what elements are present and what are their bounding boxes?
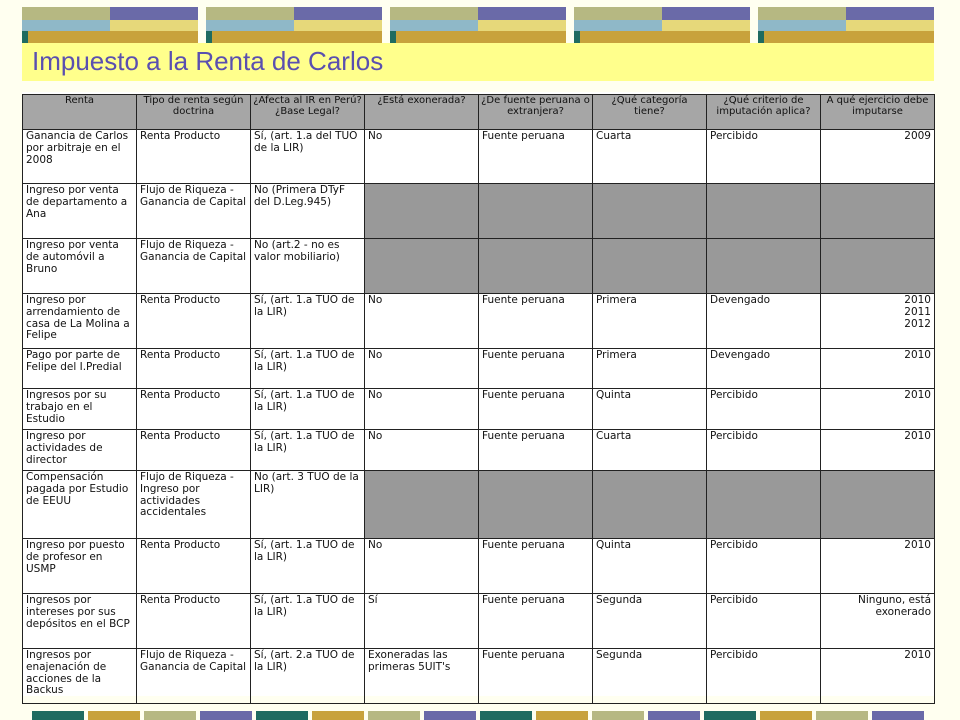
decor-block [256, 711, 308, 720]
decor-block [312, 711, 364, 720]
table-cell: Sí, (art. 1.a del TUO de la LIR) [251, 130, 365, 184]
table-cell: Percibido [707, 649, 821, 704]
table-cell: No (art. 3 TUO de la LIR) [251, 471, 365, 539]
table-cell: Quinta [593, 539, 707, 594]
decor-block [144, 711, 196, 720]
decor-block [32, 711, 84, 720]
table-cell: Ingreso por arrendamiento de casa de La Molina a Felipe [23, 294, 137, 349]
table-cell [479, 239, 593, 294]
table-row [23, 594, 935, 649]
decor-block [536, 711, 588, 720]
table-cell: Sí, (art. 1.a TUO de la LIR) [251, 539, 365, 594]
page-title: Impuesto a la Renta de Carlos [32, 46, 384, 76]
table-cell: Pago por parte de Felipe del I.Predial [23, 349, 137, 389]
decor-block [872, 711, 924, 720]
table-cell [707, 471, 821, 539]
table-cell [479, 184, 593, 239]
decor-block [592, 711, 644, 720]
table-cell: Quinta [593, 389, 707, 430]
table-cell: Sí [365, 594, 479, 649]
table-row [23, 294, 935, 349]
table-cell: Exoneradas las primeras 5UIT's [365, 649, 479, 704]
table-row [23, 130, 935, 184]
column-header: A qué ejercicio debe imputarse [821, 95, 935, 130]
table-cell: Percibido [707, 389, 821, 430]
decor-block [424, 711, 476, 720]
table-cell: Flujo de Riqueza - Ganancia de Capital [137, 184, 251, 239]
column-header: ¿De fuente peruana o extranjera? [479, 95, 593, 130]
table-cell: Flujo de Riqueza - Ganancia de Capital [137, 649, 251, 704]
table-cell: Sí, (art. 2.a TUO de la LIR) [251, 649, 365, 704]
table-cell [821, 239, 935, 294]
table-cell: 2009 [821, 130, 935, 184]
table-cell: Sí, (art. 1.a TUO de la LIR) [251, 294, 365, 349]
table-cell [365, 471, 479, 539]
table-cell: Cuarta [593, 430, 707, 471]
decor-block [390, 7, 566, 44]
table-cell: Fuente peruana [479, 594, 593, 649]
table-cell: No [365, 539, 479, 594]
table-cell: Renta Producto [137, 389, 251, 430]
table-row [23, 430, 935, 471]
column-header: Renta [23, 95, 137, 130]
table-cell: Sí, (art. 1.a TUO de la LIR) [251, 349, 365, 389]
table-cell: Percibido [707, 539, 821, 594]
table-cell: Devengado [707, 294, 821, 349]
table-cell: 2010 [821, 430, 935, 471]
table-cell: 2010 [821, 349, 935, 389]
table-cell: Primera [593, 294, 707, 349]
table-cell: Devengado [707, 349, 821, 389]
table-cell: Fuente peruana [479, 389, 593, 430]
table-cell [593, 471, 707, 539]
column-header: Tipo de renta según doctrina [137, 95, 251, 130]
table-cell: 2010 [821, 389, 935, 430]
table-row [23, 389, 935, 430]
table-cell: No [365, 294, 479, 349]
column-header: ¿Afecta al IR en Perú? ¿Base Legal? [251, 95, 365, 130]
decor-block [200, 711, 252, 720]
decor-block [704, 711, 756, 720]
table-header-row [23, 95, 935, 130]
decor-block [480, 711, 532, 720]
table-cell: No [365, 430, 479, 471]
table-sheet [22, 92, 934, 696]
decor-block [574, 7, 750, 44]
table-cell: Fuente peruana [479, 294, 593, 349]
table-cell: Ingreso por venta de automóvil a Bruno [23, 239, 137, 294]
table-cell: Ninguno, está exonerado [821, 594, 935, 649]
renta-table [22, 94, 935, 704]
bottom-decoration [32, 711, 932, 720]
table-cell: Fuente peruana [479, 430, 593, 471]
top-decoration [22, 7, 934, 44]
table-cell: Renta Producto [137, 294, 251, 349]
table-row [23, 349, 935, 389]
decor-block [758, 7, 934, 44]
table-cell: Fuente peruana [479, 349, 593, 389]
table-cell: Segunda [593, 649, 707, 704]
table-cell: Fuente peruana [479, 649, 593, 704]
table-cell: Ingresos por intereses por sus depósitos en el BCP [23, 594, 137, 649]
table-cell: Percibido [707, 594, 821, 649]
table-cell: Segunda [593, 594, 707, 649]
table-cell: Flujo de Riqueza - Ganancia de Capital [137, 239, 251, 294]
table-cell: Sí, (art. 1.a TUO de la LIR) [251, 430, 365, 471]
table-cell: 2010 2011 2012 [821, 294, 935, 349]
table-cell: Compensación pagada por Estudio de EEUU [23, 471, 137, 539]
table-cell [821, 184, 935, 239]
table-row [23, 471, 935, 539]
table-cell: Percibido [707, 130, 821, 184]
table-cell: Percibido [707, 430, 821, 471]
table-cell: No (Primera DTyF del D.Leg.945) [251, 184, 365, 239]
table-cell: Sí, (art. 1.a TUO de la LIR) [251, 389, 365, 430]
table-cell: Ganancia de Carlos por arbitraje en el 2008 [23, 130, 137, 184]
table-cell [707, 184, 821, 239]
column-header: ¿Está exonerada? [365, 95, 479, 130]
table-cell: No [365, 130, 479, 184]
decor-block [760, 711, 812, 720]
column-header: ¿Qué criterio de imputación aplica? [707, 95, 821, 130]
decor-block [88, 711, 140, 720]
table-cell [707, 239, 821, 294]
table-cell: Renta Producto [137, 594, 251, 649]
column-header: ¿Qué categoría tiene? [593, 95, 707, 130]
table-cell [365, 239, 479, 294]
table-cell: Cuarta [593, 130, 707, 184]
table-cell [593, 184, 707, 239]
table-cell: No (art.2 - no es valor mobiliario) [251, 239, 365, 294]
table-cell: Ingreso por venta de departamento a Ana [23, 184, 137, 239]
table-row [23, 539, 935, 594]
table-row [23, 239, 935, 294]
table-cell: Fuente peruana [479, 539, 593, 594]
decor-block [648, 711, 700, 720]
table-row [23, 184, 935, 239]
table-cell: Primera [593, 349, 707, 389]
table-row [23, 649, 935, 704]
table-cell: Ingreso por puesto de profesor en USMP [23, 539, 137, 594]
table-cell: Renta Producto [137, 349, 251, 389]
title-bar [22, 43, 934, 81]
decor-block [816, 711, 868, 720]
decor-block [22, 7, 198, 44]
table-cell: Fuente peruana [479, 130, 593, 184]
table-cell: Ingreso por actividades de director [23, 430, 137, 471]
table-cell [593, 239, 707, 294]
table-cell: Sí, (art. 1.a TUO de la LIR) [251, 594, 365, 649]
table-cell: 2010 [821, 539, 935, 594]
decor-block [206, 7, 382, 44]
table-cell: Renta Producto [137, 130, 251, 184]
table-cell: No [365, 389, 479, 430]
table-cell: Renta Producto [137, 430, 251, 471]
table-cell: 2010 [821, 649, 935, 704]
table-cell: Ingresos por su trabajo en el Estudio [23, 389, 137, 430]
table-cell: Ingresos por enajenación de acciones de la Backus [23, 649, 137, 704]
table-cell [821, 471, 935, 539]
table-cell [479, 471, 593, 539]
decor-block [368, 711, 420, 720]
table-cell: Renta Producto [137, 539, 251, 594]
table-cell: No [365, 349, 479, 389]
table-cell: Flujo de Riqueza - Ingreso por actividades accidentales [137, 471, 251, 539]
table-cell [365, 184, 479, 239]
